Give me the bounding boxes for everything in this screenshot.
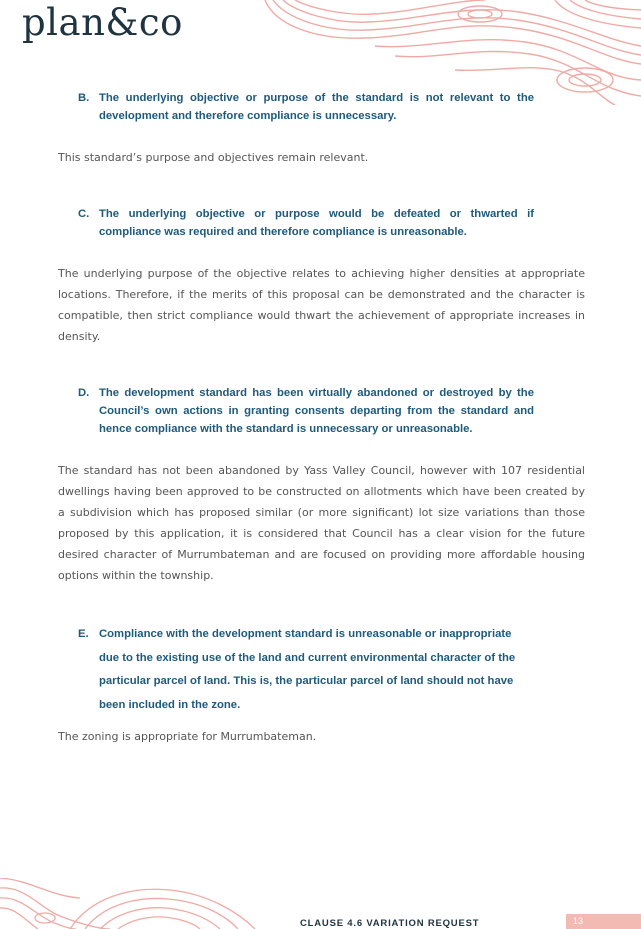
section-body-e: The zoning is appropriate for Murrumbateman. [58,730,317,743]
page-number: 13 [566,914,641,929]
section-heading-text: The underlying objective or purpose would be defeated or thwarted if compliance was required and therefore compliance is unreasonable. [99,208,534,238]
footer-label: CLAUSE 4.6 VARIATION REQUEST [300,918,480,929]
section-heading-c [78,205,534,241]
section-heading-text: The underlying objective or purpose of the standard is not relevant to the development and therefore compliance is unnecessary. [99,92,534,122]
brand-logo: plan&co [22,1,183,44]
topographic-pattern-bottom [0,878,260,929]
section-heading-e [78,623,534,717]
section-letter: D. [78,387,90,399]
section-letter: B. [78,92,90,104]
section-heading-text: The development standard has been virtually abandoned or destroyed by the Council’s own actions in granting consents departing from the standard and hence compliance with the standard is unnecessary or unreasonable. [99,387,534,435]
section-body-b: This standard’s purpose and objectives remain relevant. [58,151,369,164]
section-heading-b [78,89,534,125]
section-heading-d [78,384,534,438]
section-letter: E. [78,628,89,640]
section-letter: C. [78,208,90,220]
section-body-d: The standard has not been abandoned by Yass Valley Council, however with 107 residential dwellings having been approved to be constructed on allotments which have been created by a subdivision which has proposed similar (or more significant) lot size variations than those proposed by this application, it is considered that Council has a clear vision for the future desired character of Murrumbateman and are focused on providing more affordable housing options within the township. [58,464,585,582]
section-heading-text: Compliance with the development standard is unreasonable or inappropriate due to the existing use of the land and current environmental character of the particular parcel of land. This is, the particular parcel of land should not have been included in the zone. [99,628,516,711]
section-body-c: The underlying purpose of the objective relates to achieving higher densities at appropriate locations. Therefore, if the merits of this proposal can be demonstrated and the character is compatible, then strict compliance would thwart the achievement of appropriate increases in density. [58,267,585,343]
